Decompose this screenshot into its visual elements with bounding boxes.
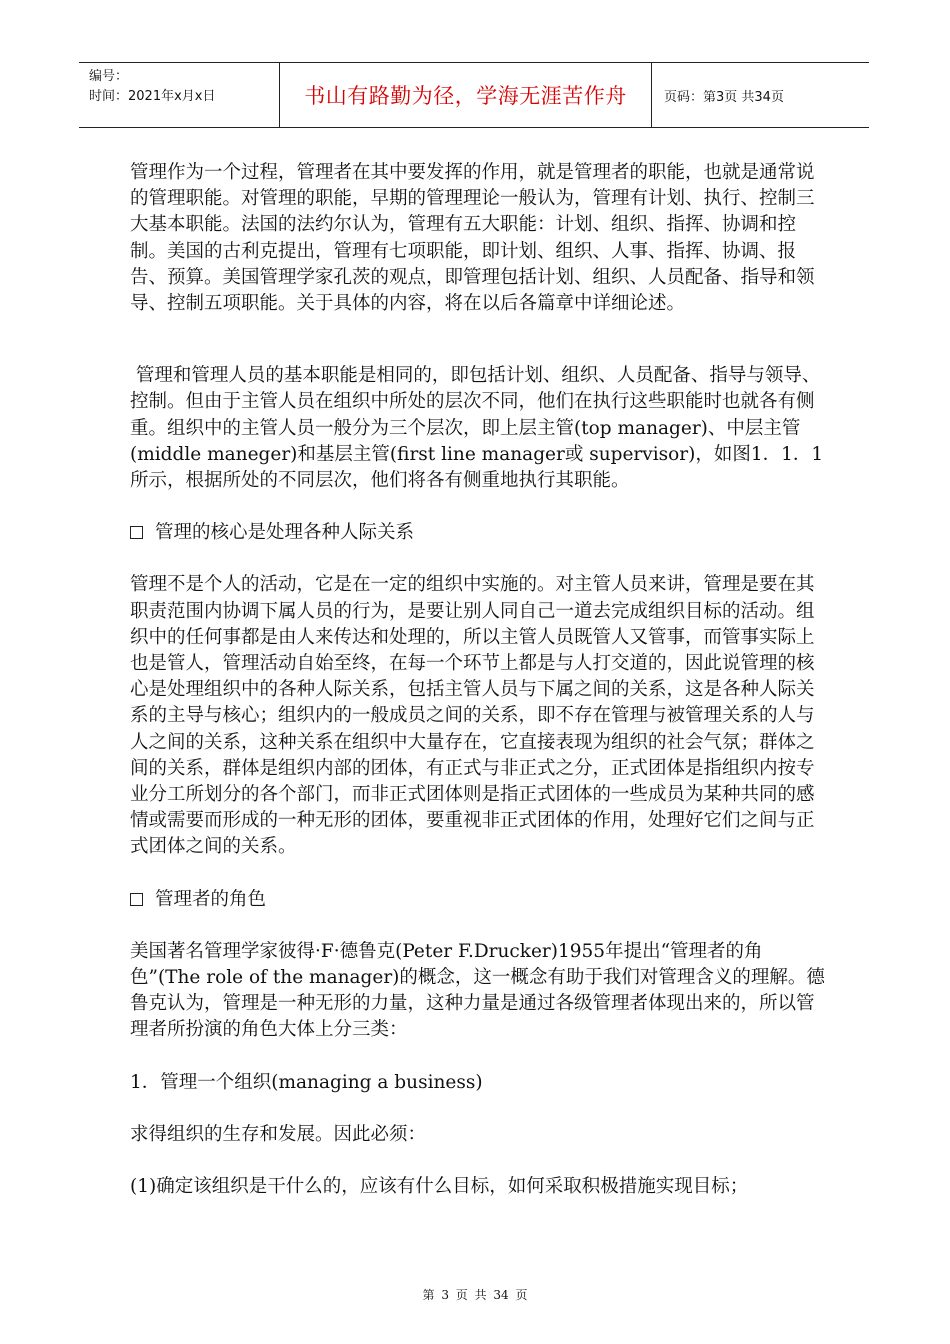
checkbox-square-icon <box>130 526 143 539</box>
paragraph-functions: 管理作为一个过程，管理者在其中要发挥的作用，就是管理者的职能，也就是通常说的管理职能。对管理的职能，早期的管理理论一般认为，管理有计划、执行、控制三大基本职能。法国的法约尔认为，管理有五大职能：计划、组织、指挥、协调和控制。美国的古利克提出，管理有七项职能，即计划、组织、人事、指挥、协调、报告、预算。美国管理学家孔茨的观点，即管理包括计划、组织、人员配备、指导和领导、控制五项职能。关于具体的内容，将在以后各篇章中详细论述。 <box>130 162 815 315</box>
paragraph-manager-levels: 管理和管理人员的基本职能是相同的，即包括计划、组织、人员配备、指导与领导、控制。但由于主管人员在组织中所处的层次不同，他们在执行这些职能时也就各有侧重。组织中的主管人员一般分为三个层次，即上层主管(top manager)、中层主管(middle maneger)和基层主管(first line manager或 supervisor)，如图1．1．1所示，根据所处的不同层次，他们将各有侧重地执行其职能。 <box>130 365 824 492</box>
section-heading-roles <box>130 887 830 913</box>
paragraph-drucker: 美国著名管理学家彼得·F·德鲁克(Peter F.Drucker)1955年提出“管理者的角色”(The role of the manager)的概念，这一概念有助于我们对管理含义的理解。德鲁克认为，管理是一种无形的力量，这种力量是通过各级管理者体现出来的，所以管理者所扮演的角色大体上分三类： <box>130 940 825 1041</box>
checkbox-square-icon <box>130 893 143 906</box>
paragraph-interpersonal: 管理不是个人的活动，它是在一定的组织中实施的。对主管人员来讲，管理是要在其职责范围内协调下属人员的行为，是要让别人同自己一道去完成组织目标的活动。组织中的任何事都是由人来传达和处理的，所以主管人员既管人又管事，而管事实际上也是管人，管理活动自始至终，在每一个环节上都是与人打交道的，因此说管理的核心是处理组织中的各种人际关系，包括主管人员与下属之间的关系，这是各种人际关系的主导与核心；组织内的一般成员之间的关系，即不存在管理与被管理关系的人与人之间的关系，这种关系在组织中大量存在，它直接表现为组织的社会气氛；群体之间的关系，群体是组织内部的团体，有正式与非正式之分，正式团体是指组织内按专业分工所划分的各个部门，而非正式团体则是指正式团体的一些成员为某种共同的感情或需要而形成的一种无形的团体，要重视非正式团体的作用，处理好它们之间与正式团体之间的关系。 <box>130 574 815 858</box>
document-body <box>130 160 830 1200</box>
header-motto: 书山有路勤为径，学海无涯苦作舟 <box>279 63 652 127</box>
header-page-label: 页码：第3页 共34页 <box>664 89 784 105</box>
list-item-define-goals: (1)确定该组织是干什么的，应该有什么目标，如何采取积极措施实现目标； <box>130 1176 749 1198</box>
header-left-cell <box>79 63 279 127</box>
section-heading-roles-text: 管理者的角色 <box>155 888 267 910</box>
serial-label: 编号： <box>89 69 129 84</box>
list-item-managing-business: 1．管理一个组织(managing a business) <box>130 1071 483 1093</box>
page-header <box>79 62 869 128</box>
page-footer: 第 3 页 共 34 页 <box>422 1288 528 1302</box>
section-heading-core <box>130 520 830 546</box>
section-heading-core-text: 管理的核心是处理各种人际关系 <box>155 522 415 544</box>
time-label: 时间：2021年x月x日 <box>89 89 216 104</box>
paragraph-survival: 求得组织的生存和发展。因此必须： <box>130 1123 427 1145</box>
